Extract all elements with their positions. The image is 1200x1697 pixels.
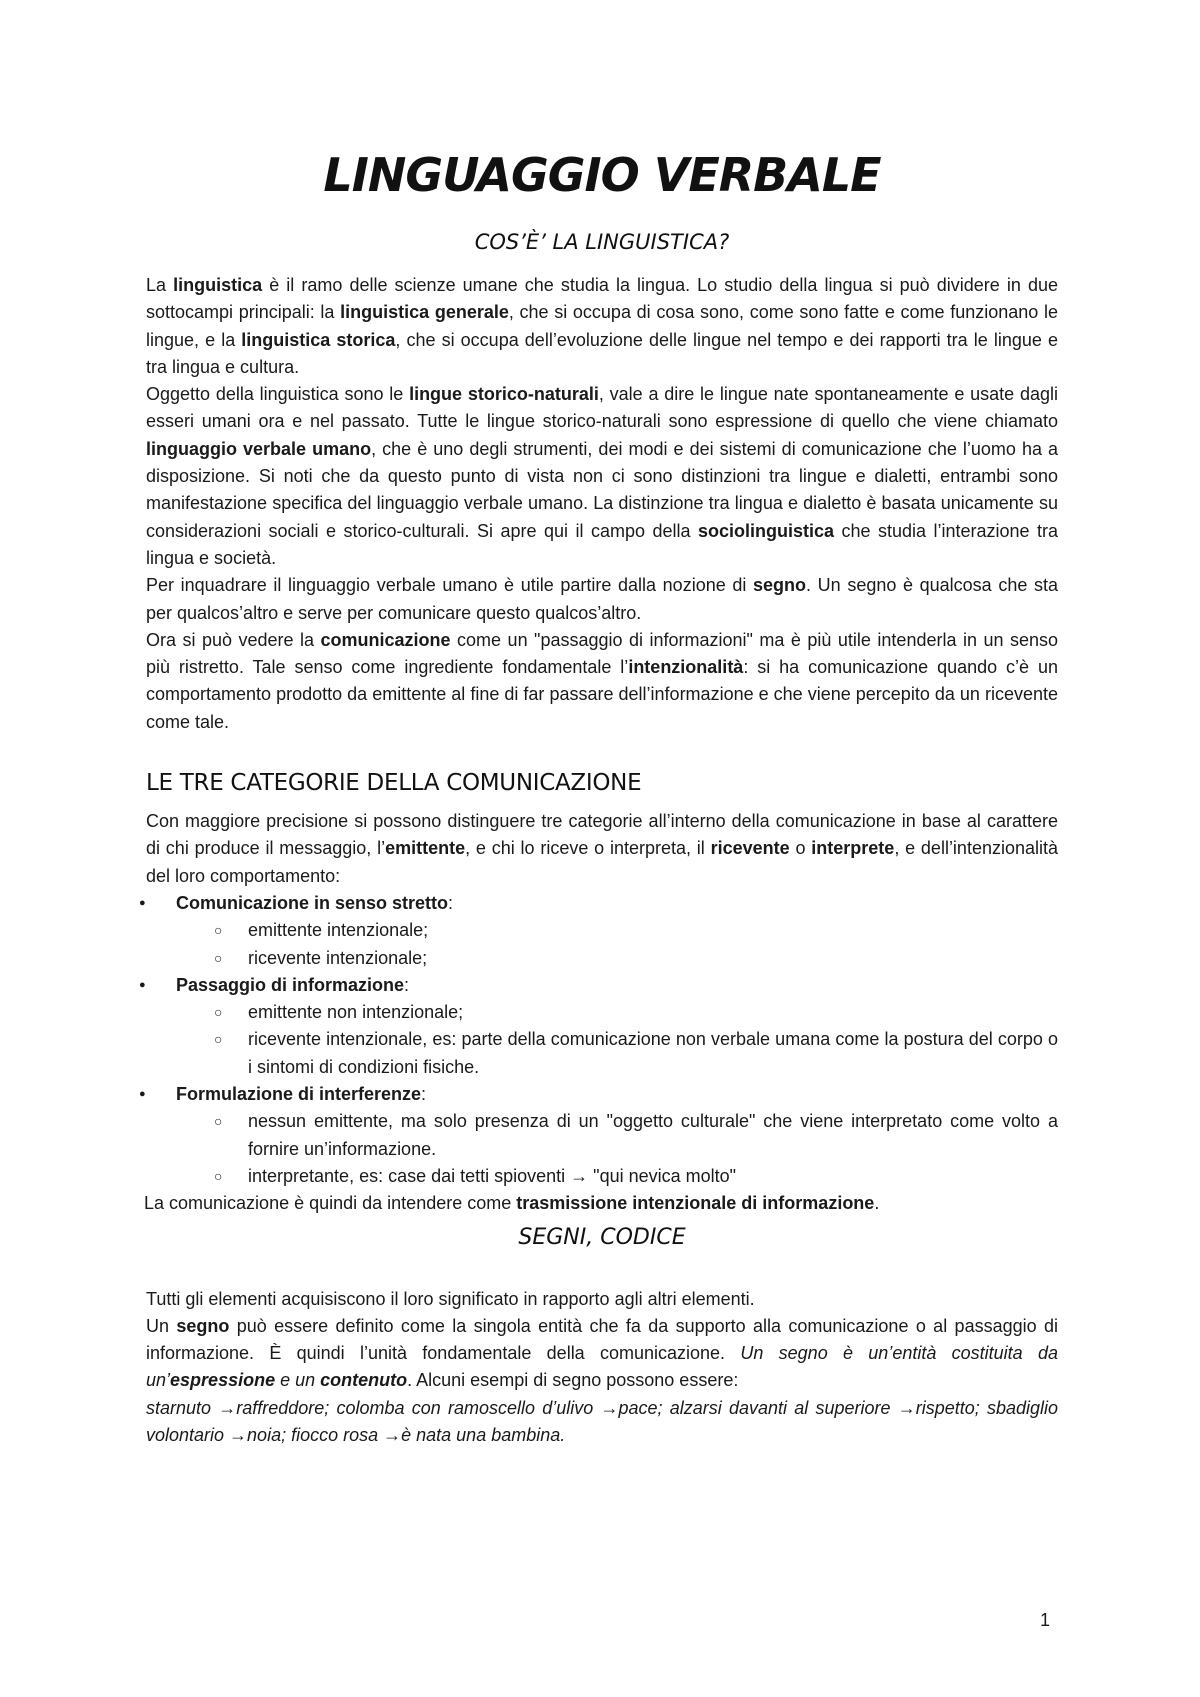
category-label: Formulazione di interferenze [176, 1084, 422, 1105]
body-paragraph: Un segno può essere definito come la singola entità che fa da supporto alla comunicazione o al passaggio di informazione. È quindi l’unità fondamentale della comunicazione. Un segno è un’entità costituita da un’espressione e un contenuto. Alcuni esempi di segno possono essere: [146, 1315, 1058, 1391]
page-content [146, 140, 1058, 1449]
section-heading: LE TRE CATEGORIE DELLA COMUNICAZIONE [146, 770, 642, 797]
sub-item: ○ emittente intenzionale; [218, 917, 1058, 944]
conclusion-paragraph: La comunicazione è quindi da intendere come trasmissione intenzionale di informazione. [144, 1193, 880, 1214]
spacer [146, 1262, 1058, 1286]
category-item: ● Formulazione di interferenze: ○ nessun emittente, ma solo presenza di un "oggetto culturale" che viene interpretato come volto a fornire un’informazione. ○ interpretante, es: case dai tetti spioventi → "qui nevica molto" [146, 1081, 1058, 1190]
document-title: LINGUAGGIO VERBALE [323, 148, 881, 202]
sub-item: ○ ricevente intenzionale; [218, 945, 1058, 972]
category-label: Comunicazione in senso stretto [176, 892, 449, 913]
page-number: 1 [1040, 1610, 1051, 1630]
intro-paragraph: La linguistica è il ramo delle scienze umane che studia la lingua. Lo studio della lingua si può dividere in due sottocampi principali: la linguistica generale, che si occupa di cosa sono, come sono fatte e come funzionano le lingue, e la linguistica storica, che si occupa dell’evoluzione delle lingue nel tempo e dei rapporti tra le lingue e tra lingua e cultura. [146, 275, 1058, 377]
category-list [146, 890, 1058, 1190]
category-item: ● Passaggio di informazione: ○ emittente non intenzionale; ○ ricevente intenzionale, es: parte della comunicazione non verbale umana come la postura del corpo o i sintomi di condizioni fisiche. [146, 972, 1058, 1081]
intro-paragraph: Ora si può vedere la comunicazione come un "passaggio di informazioni" ma è più utile intenderla in un senso più ristretto. Tale senso come ingrediente fondamentale l’intenzionalità: si ha comunicazione quando c’è un comportamento prodotto da emittente al fine di far passare dell’informazione e che viene percepito da un ricevente come tale. [146, 629, 1059, 732]
sub-item: ○ interpretante, es: case dai tetti spioventi → "qui nevica molto" [218, 1163, 1058, 1190]
category-sublist [176, 917, 1058, 972]
intro-paragraph: Per inquadrare il linguaggio verbale umano è utile partire dalla nozione di segno. Un segno è qualcosa che sta per qualcos’altro e serve per comunicare questo qualcos’altro. [146, 575, 1059, 623]
intro-paragraph: Oggetto della linguistica sono le lingue storico-naturali, vale a dire le lingue nate spontaneamente e usate dagli esseri umani ora e nel passato. Tutte le lingue storico-naturali sono espressione di quello che viene chiamato linguaggio verbale umano, che è uno degli strumenti, dei modi e dei sistemi di comunicazione che l’uomo ha a disposizione. Si noti che da questo punto di vista non ci sono distinzioni tra lingue e dialetti, entrambi sono manifestazione specifica del linguaggio verbale umano. La distinzione tra lingua e dialetto è basata unicamente su considerazioni sociali e storico-culturali. Si apre qui il campo della sociolinguistica che studia l’interazione tra lingua e società. [146, 384, 1059, 568]
body-paragraph: Tutti gli elementi acquisiscono il loro significato in rapporto agli altri elementi. [146, 1288, 755, 1309]
section-lead-paragraph: Con maggiore precisione si possono distinguere tre categorie all’interno della comunicazione in base al carattere di chi produce il messaggio, l’emittente, e chi lo riceve o interpreta, il ricevente o interprete, e dell’intenzionalità del loro comportamento: [146, 811, 1059, 886]
category-label: Passaggio di informazione [176, 974, 405, 995]
sub-item: ○ emittente non intenzionale; [218, 999, 1058, 1026]
category-sublist [176, 1108, 1058, 1190]
sub-item: ○ ricevente intenzionale, es: parte della comunicazione non verbale umana come la postura del corpo o i sintomi di condizioni fisiche. [218, 1026, 1058, 1081]
section-subtitle: SEGNI, CODICE [518, 1224, 686, 1250]
section-subtitle: COS’È’ LA LINGUISTICA? [474, 230, 730, 254]
examples-paragraph: starnuto →raffreddore; colomba con ramoscello d’ulivo →pace; alzarsi davanti al superiore →rispetto; sbadiglio volontario →noia; fiocco rosa →è nata una bambina. [146, 1397, 1058, 1445]
category-item: ● Comunicazione in senso stretto: ○ emittente intenzionale; ○ ricevente intenzionale; [146, 890, 1058, 972]
category-sublist [176, 999, 1058, 1081]
sub-item: ○ nessun emittente, ma solo presenza di un "oggetto culturale" che viene interpretato come volto a fornire un’informazione. [218, 1108, 1058, 1163]
